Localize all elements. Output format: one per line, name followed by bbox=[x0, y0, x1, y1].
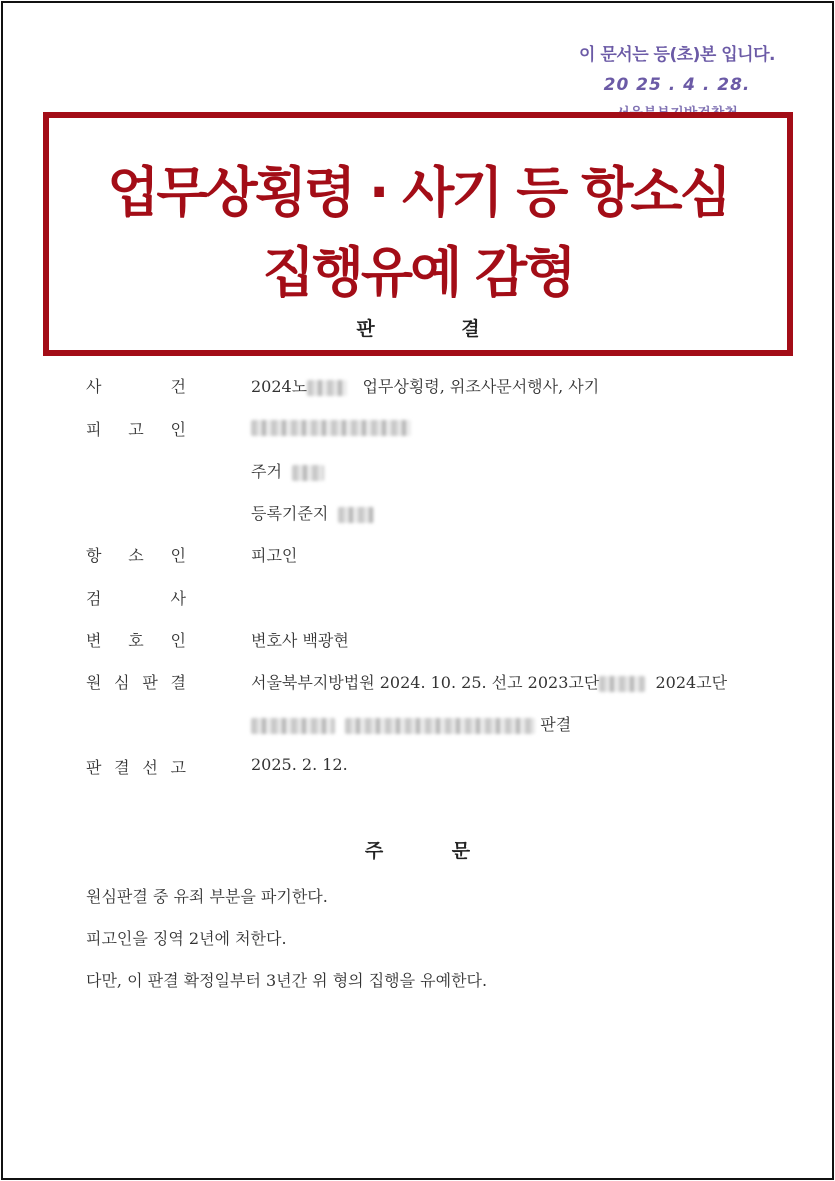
appellant-value: 피고인 bbox=[251, 546, 298, 565]
sentencing-date-label bbox=[86, 755, 186, 778]
label-char: 피 bbox=[86, 420, 102, 439]
label-char: 인 bbox=[170, 420, 186, 439]
original-judgment-label bbox=[86, 670, 186, 693]
label-char: 건 bbox=[170, 377, 186, 396]
appellant-label bbox=[86, 543, 186, 566]
defendant-label bbox=[86, 417, 186, 440]
label-char: 소 bbox=[128, 546, 144, 565]
redacted-block bbox=[251, 420, 411, 436]
redacted-block bbox=[292, 465, 324, 481]
original-judgment-value bbox=[251, 670, 727, 693]
redacted-block bbox=[251, 718, 335, 734]
defendant-name bbox=[251, 417, 411, 436]
headline-line-2: 집행유예 감형 bbox=[262, 241, 574, 304]
headline-line-1: 업무상횡령 · 사기 등 항소심 bbox=[107, 161, 729, 224]
residence bbox=[251, 459, 324, 482]
redacted-block bbox=[345, 718, 535, 734]
counsel-value: 변호사 백광현 bbox=[251, 631, 349, 650]
order-paragraph-2: 피고인을 징역 2년에 처한다. bbox=[86, 929, 287, 948]
label-char: 검 bbox=[86, 589, 102, 608]
label-char: 판 bbox=[142, 673, 158, 692]
label-char: 심 bbox=[114, 673, 130, 692]
label-char: 인 bbox=[170, 631, 186, 650]
label-char: 항 bbox=[86, 546, 102, 565]
label-char: 고 bbox=[170, 758, 186, 777]
registration-label: 등록기준지 bbox=[251, 504, 329, 523]
order-paragraph-1: 원심판결 중 유죄 부분을 파기한다. bbox=[86, 887, 328, 906]
redacted-block bbox=[307, 380, 347, 396]
label-char: 판 bbox=[86, 758, 102, 777]
label-char: 인 bbox=[170, 546, 186, 565]
sentencing-date: 2025. 2. 12. bbox=[251, 755, 348, 774]
label-char: 변 bbox=[86, 631, 102, 650]
redacted-block bbox=[599, 676, 645, 692]
certification-stamp bbox=[579, 40, 775, 123]
label-char: 고 bbox=[128, 420, 144, 439]
label-char: 호 bbox=[128, 631, 144, 650]
label-char: 결 bbox=[114, 758, 130, 777]
label-char: 결 bbox=[170, 673, 186, 692]
counsel-label bbox=[86, 628, 186, 651]
stamp-date: 20 25 . 4 . 28. bbox=[603, 75, 751, 95]
label-char: 선 bbox=[142, 758, 158, 777]
headline-banner bbox=[43, 112, 793, 356]
original-judgment-cont bbox=[251, 712, 571, 735]
original-judgment-text: 서울북부지방법원 2024. 10. 25. 선고 2023고단 bbox=[251, 673, 600, 692]
order-paragraph-3: 다만, 이 판결 확정일부터 3년간 위 형의 집행을 유예한다. bbox=[86, 971, 488, 990]
order-title: 주 문 bbox=[364, 840, 471, 862]
case-charges: 업무상횡령, 위조사문서행사, 사기 bbox=[362, 377, 600, 396]
stamp-text: 이 문서는 등(초)본 입니다. bbox=[579, 45, 775, 65]
registration-base bbox=[251, 501, 374, 524]
prosecutor-label bbox=[86, 586, 186, 609]
case-number bbox=[251, 374, 599, 397]
residence-label: 주거 bbox=[251, 462, 282, 481]
case-number-prefix: 2024노 bbox=[251, 377, 308, 396]
original-judgment-case2: 2024고단 bbox=[655, 673, 728, 692]
label-char: 원 bbox=[86, 673, 102, 692]
label-char: 사 bbox=[86, 377, 102, 396]
label-char: 사 bbox=[170, 589, 186, 608]
redacted-block bbox=[338, 507, 374, 523]
judgment-suffix: 판결 bbox=[540, 715, 572, 734]
case-label bbox=[86, 374, 186, 397]
judgment-heading: 판 결 bbox=[356, 318, 480, 340]
